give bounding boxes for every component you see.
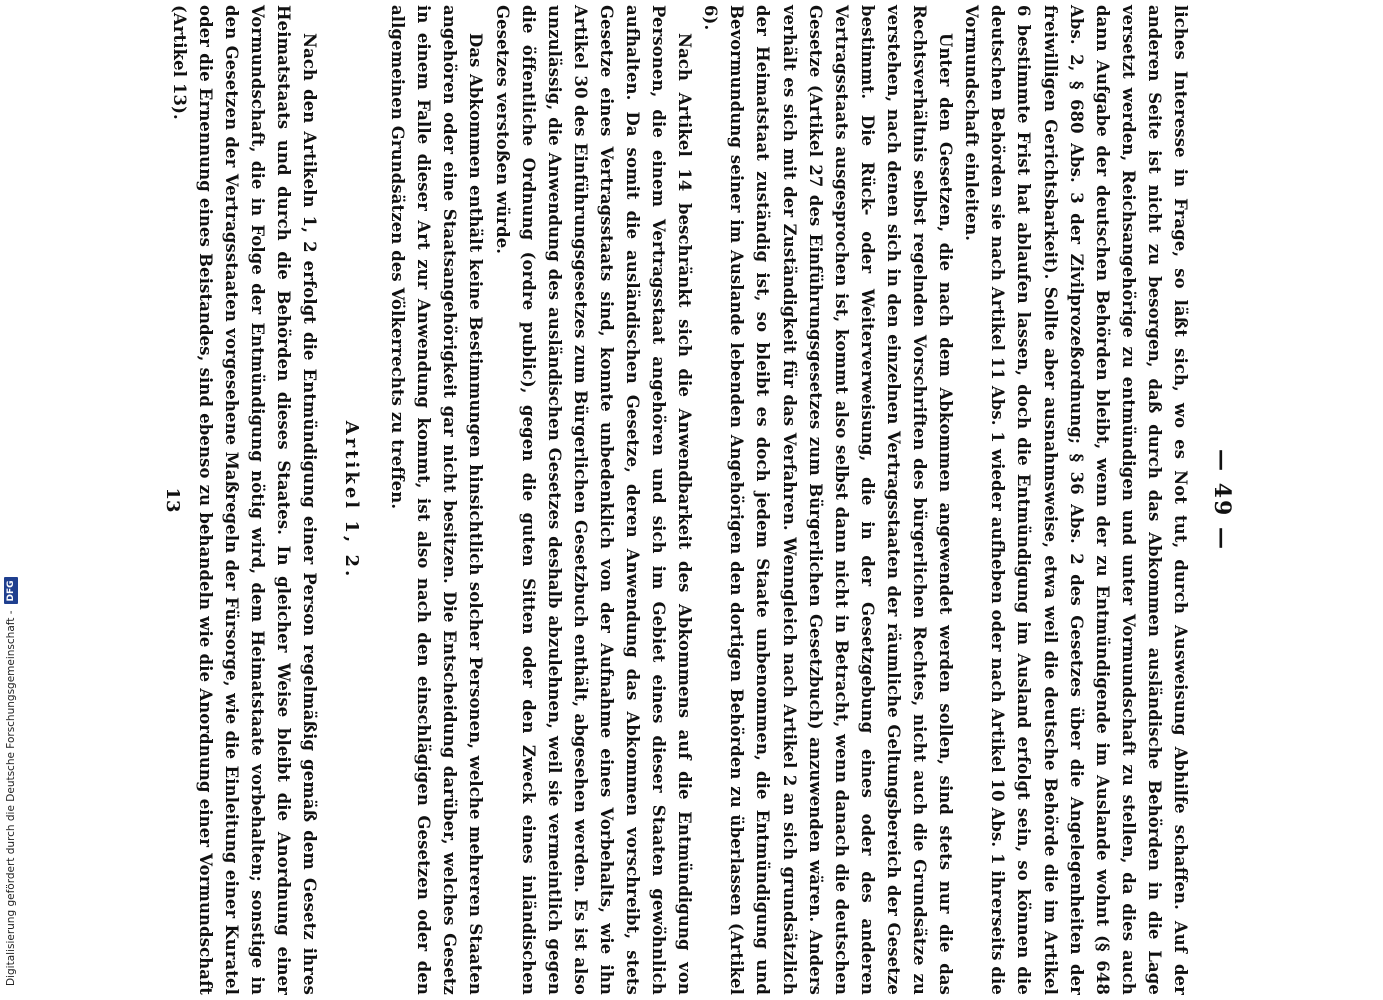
paragraph-1: liches Interesse in Frage, so läßt sich, wo es Not tut, durch Ausweisung Abhilfe schaffen. Auf der anderen Seite ist nicht zu besorgen, daß durch das Abkommen ausländische Behörden in die Lage versetzt werden, Reichsangehörige zu entmündigen und unter Vormundschaft zu stellen, da dies auch dann Aufgabe der deutschen Behörden bleibt, wenn der zu Entmündigende im Auslande wohnt (§ 648 Abs. 2, § 680 Abs. 3 der Zivilprozeßordnung; § 36 Abs. 2 des Gesetzes über die Angelegenheiten der freiwilligen Gerichtsbarkeit). Sollte aber ausnahmsweise, etwa weil die deutsche Behörde die im Artikel 6 bestimmte Frist hat ablaufen lassen, doch die Entmündigung im Ausland erfolgt sein, so können die deutschen Behörden sie nach Artikel 11 Abs. 1 wieder aufheben oder nach Artikel 10 Abs. 1 ihrerseits die Vormundschaft einleiten. xyxy=(962,5,1190,995)
digitization-credit xyxy=(2,0,20,1000)
section-heading: Artikel 1, 2. xyxy=(341,420,363,580)
credit-text: Digitalisierung gefördert durch die Deutsche Forschungsgemeinschaft - xyxy=(5,610,17,986)
paragraph-4: Das Abkommen enthält keine Bestimmungen hinsichtlich solcher Personen, welche mehreren Staaten angehören oder eine Staatsangehörigkeit gar nicht besitzen. Die Entscheidung darüber, welches Gesetz in einem Falle dieser Art zur Anwendung kommt, ist also nach den einschlägigen Gesetzen oder den allgemeinen Grundsätzen des Völkerrechts zu treffen. xyxy=(388,5,486,995)
page-number: — 49 — xyxy=(1209,449,1235,551)
page-body xyxy=(165,5,1193,995)
dfg-logo-icon: DFG xyxy=(4,577,18,604)
signature-mark: 13 xyxy=(162,487,183,513)
paragraph-5: Nach den Artikeln 1, 2 erfolgt die Entmündigung einer Person regelmäßig gemäß dem Gesetz ihres Heimatstaats und durch die Behörden dieses Staates. In gleicher Weise bleibt die Anordnung einer Vormundschaft, die in Folge der Entmündigung nötig wird, dem Heimatstaate vorbehalten; sonstige in den Gesetzen der Vertragsstaaten vorgesehene Maßregeln der Fürsorge, wie die Einleitung einer Kuratel oder die Ernennung eines Beistandes, sind ebenso zu behandeln wie die Anordnung einer Vormundschaft (Artikel 13). xyxy=(169,5,319,995)
paragraph-2: Unter den Gesetzen, die nach dem Abkommen angewendet werden sollen, sind stets nur die das Rechtsverhältnis selbst regelnden Vorschriften des bürgerlichen Rechtes, nicht auch die Grundsätze zu verstehen, nach denen sich in den einzelnen Vertragsstaaten der räumliche Geltungsbereich der Gesetze bestimmt. Die Rück- oder Weiterverweisung, die in der Gesetzgebung eines oder des anderen Vertragsstaats ausgesprochen ist, kommt also selbst dann nicht in Betracht, wenn danach die deutschen Gesetze (Artikel 27 des Einführungsgesetzes zum Bürgerlichen Gesetzbuch) anzuwenden wären. Anders verhält es sich mit der Zuständigkeit für das Verfahren. Wenngleich nach Artikel 2 an sich grundsätzlich der Heimatstaat zuständig ist, so bleibt es doch jedem Staate unbenommen, die Entmündigung und Bevormundung seiner im Auslande lebenden Angehörigen den dortigen Behörden zu überlassen (Artikel 6). xyxy=(701,5,956,995)
paragraph-3: Nach Artikel 14 beschränkt sich die Anwendbarkeit des Abkommens auf die Entmündigung von Personen, die einem Vertragsstaat angehören und sich im Gebiet eines dieser Staaten gewöhnlich aufhalten. Da somit die ausländischen Gesetze, deren Anwendung das Abkommen vorschreibt, stets Gesetze eines Vertragsstaats sind, konnte unbedenklich von der Aufnahme eines Vorbehalts, wie ihn Artikel 30 des Einführungsgesetzes zum Bürgerlichen Gesetzbuch enthält, abgesehen werden. Es ist also unzulässig, die Anwendung des ausländischen Gesetzes deshalb abzulehnen, weil sie vermeintlich gegen die öffentliche Ordnung (ordre public), gegen die guten Sitten oder den Zweck eines inländischen Gesetzes verstoßen würde. xyxy=(492,5,695,995)
scanned-page xyxy=(145,5,1235,995)
